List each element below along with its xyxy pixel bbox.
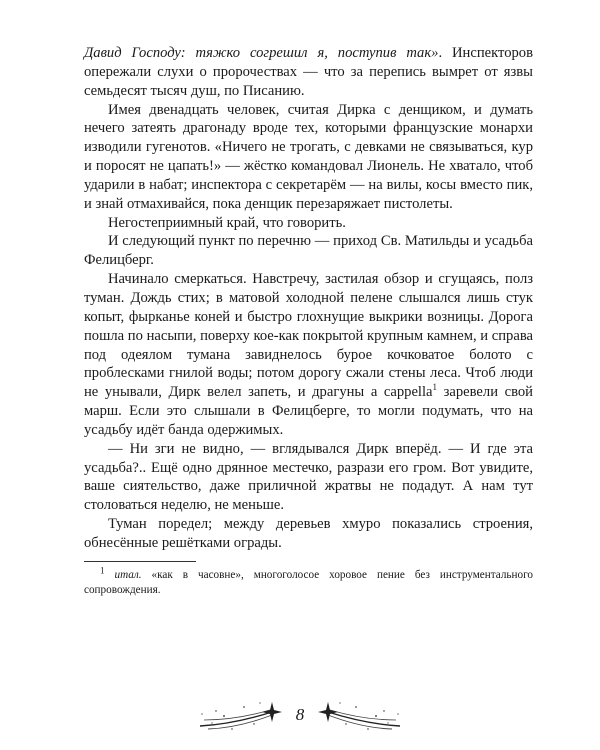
text-segment: — Ни зги не видно, — вглядывался Дирк вперёд. — И где эта усадьба?.. Ещё одно дрянное местечко, разрази его гром. Вот увидите, ваше сиятельство, даже приличной жратвы не подадут. А нам тут столоваться неделю, не меньше. xyxy=(84,440,533,514)
footnote-text: «как в часовне», многоголосое хоровое пение без инструментального сопровождения. xyxy=(84,568,533,596)
paragraph xyxy=(84,214,533,233)
paragraph xyxy=(84,515,533,553)
paragraph xyxy=(84,44,533,101)
star-burst-icon xyxy=(316,698,406,732)
footnote-mark: 1 xyxy=(100,565,105,576)
text-segment: Имея двенадцать человек, считая Дирка с денщиком, и думать нечего затеять драгонаду вроде тех, которыми французские монархи изводили гугенотов. «Ничего не трогать, с девками не связываться, кур и поросят не цапать!» — жёстко командовал Лионель. Не хватало, чтоб ударили в набат; инспектора с секретарём — на вилы, косы вместо пик, и знай отмахивайся, пока денщик перезаряжает пистолеты. xyxy=(84,101,533,212)
footnote-rule xyxy=(84,561,196,562)
star-burst-icon xyxy=(194,698,284,732)
paragraph xyxy=(84,440,533,515)
footnote-label: итал. xyxy=(114,568,142,581)
text-segment: . Инспекторов опережали слухи о пророчествах — что за перепись вымрет от язвы семьдесят тысяч душ, по Писанию. xyxy=(84,45,533,99)
text-segment: Начинало смеркаться. Навстречу, застилая обзор и сгущаясь, полз туман. Дождь стих; в матовой холодной пелене слышался лишь стук копыт, фырканье коней и быстро глохнущие выкрики возницы. Дорога пошла по насыпи, поверху кое-как покрытой крупным камнем, и справа под одеялом тумана завиднелось бурое кочковатое болото с проблесками гнилой воды; потом дорогу сжали стены леса. Чтоб люди не унывали, Дирк велел запеть, и драгуны a cappella xyxy=(84,271,533,401)
paragraph xyxy=(84,101,533,214)
text-segment: И следующий пункт по перечню — приход Св. Матильды и усадьба Фелицберг. xyxy=(84,233,533,269)
footnote xyxy=(84,565,533,598)
footnote-ref: 1 xyxy=(432,382,438,393)
main-text xyxy=(84,44,533,553)
paragraph xyxy=(84,270,533,440)
paragraph xyxy=(84,232,533,270)
page-number: 8 xyxy=(295,705,305,724)
page-body xyxy=(84,44,533,598)
text-segment: заревели свой марш. Если это слышали в Фелицберге, то могли подумать, что на усадьбу идёт банда одержимых. xyxy=(84,384,533,438)
page-footer xyxy=(0,693,600,737)
text-segment: Туман поредел; между деревьев хмуро показались строения, обнесённые решётками ограды. xyxy=(84,516,533,551)
italic-text: Давид Господу: тяжко согрешил я, поступив так» xyxy=(84,45,439,61)
text-segment: Негостеприимный край, что говорить. xyxy=(108,214,346,231)
